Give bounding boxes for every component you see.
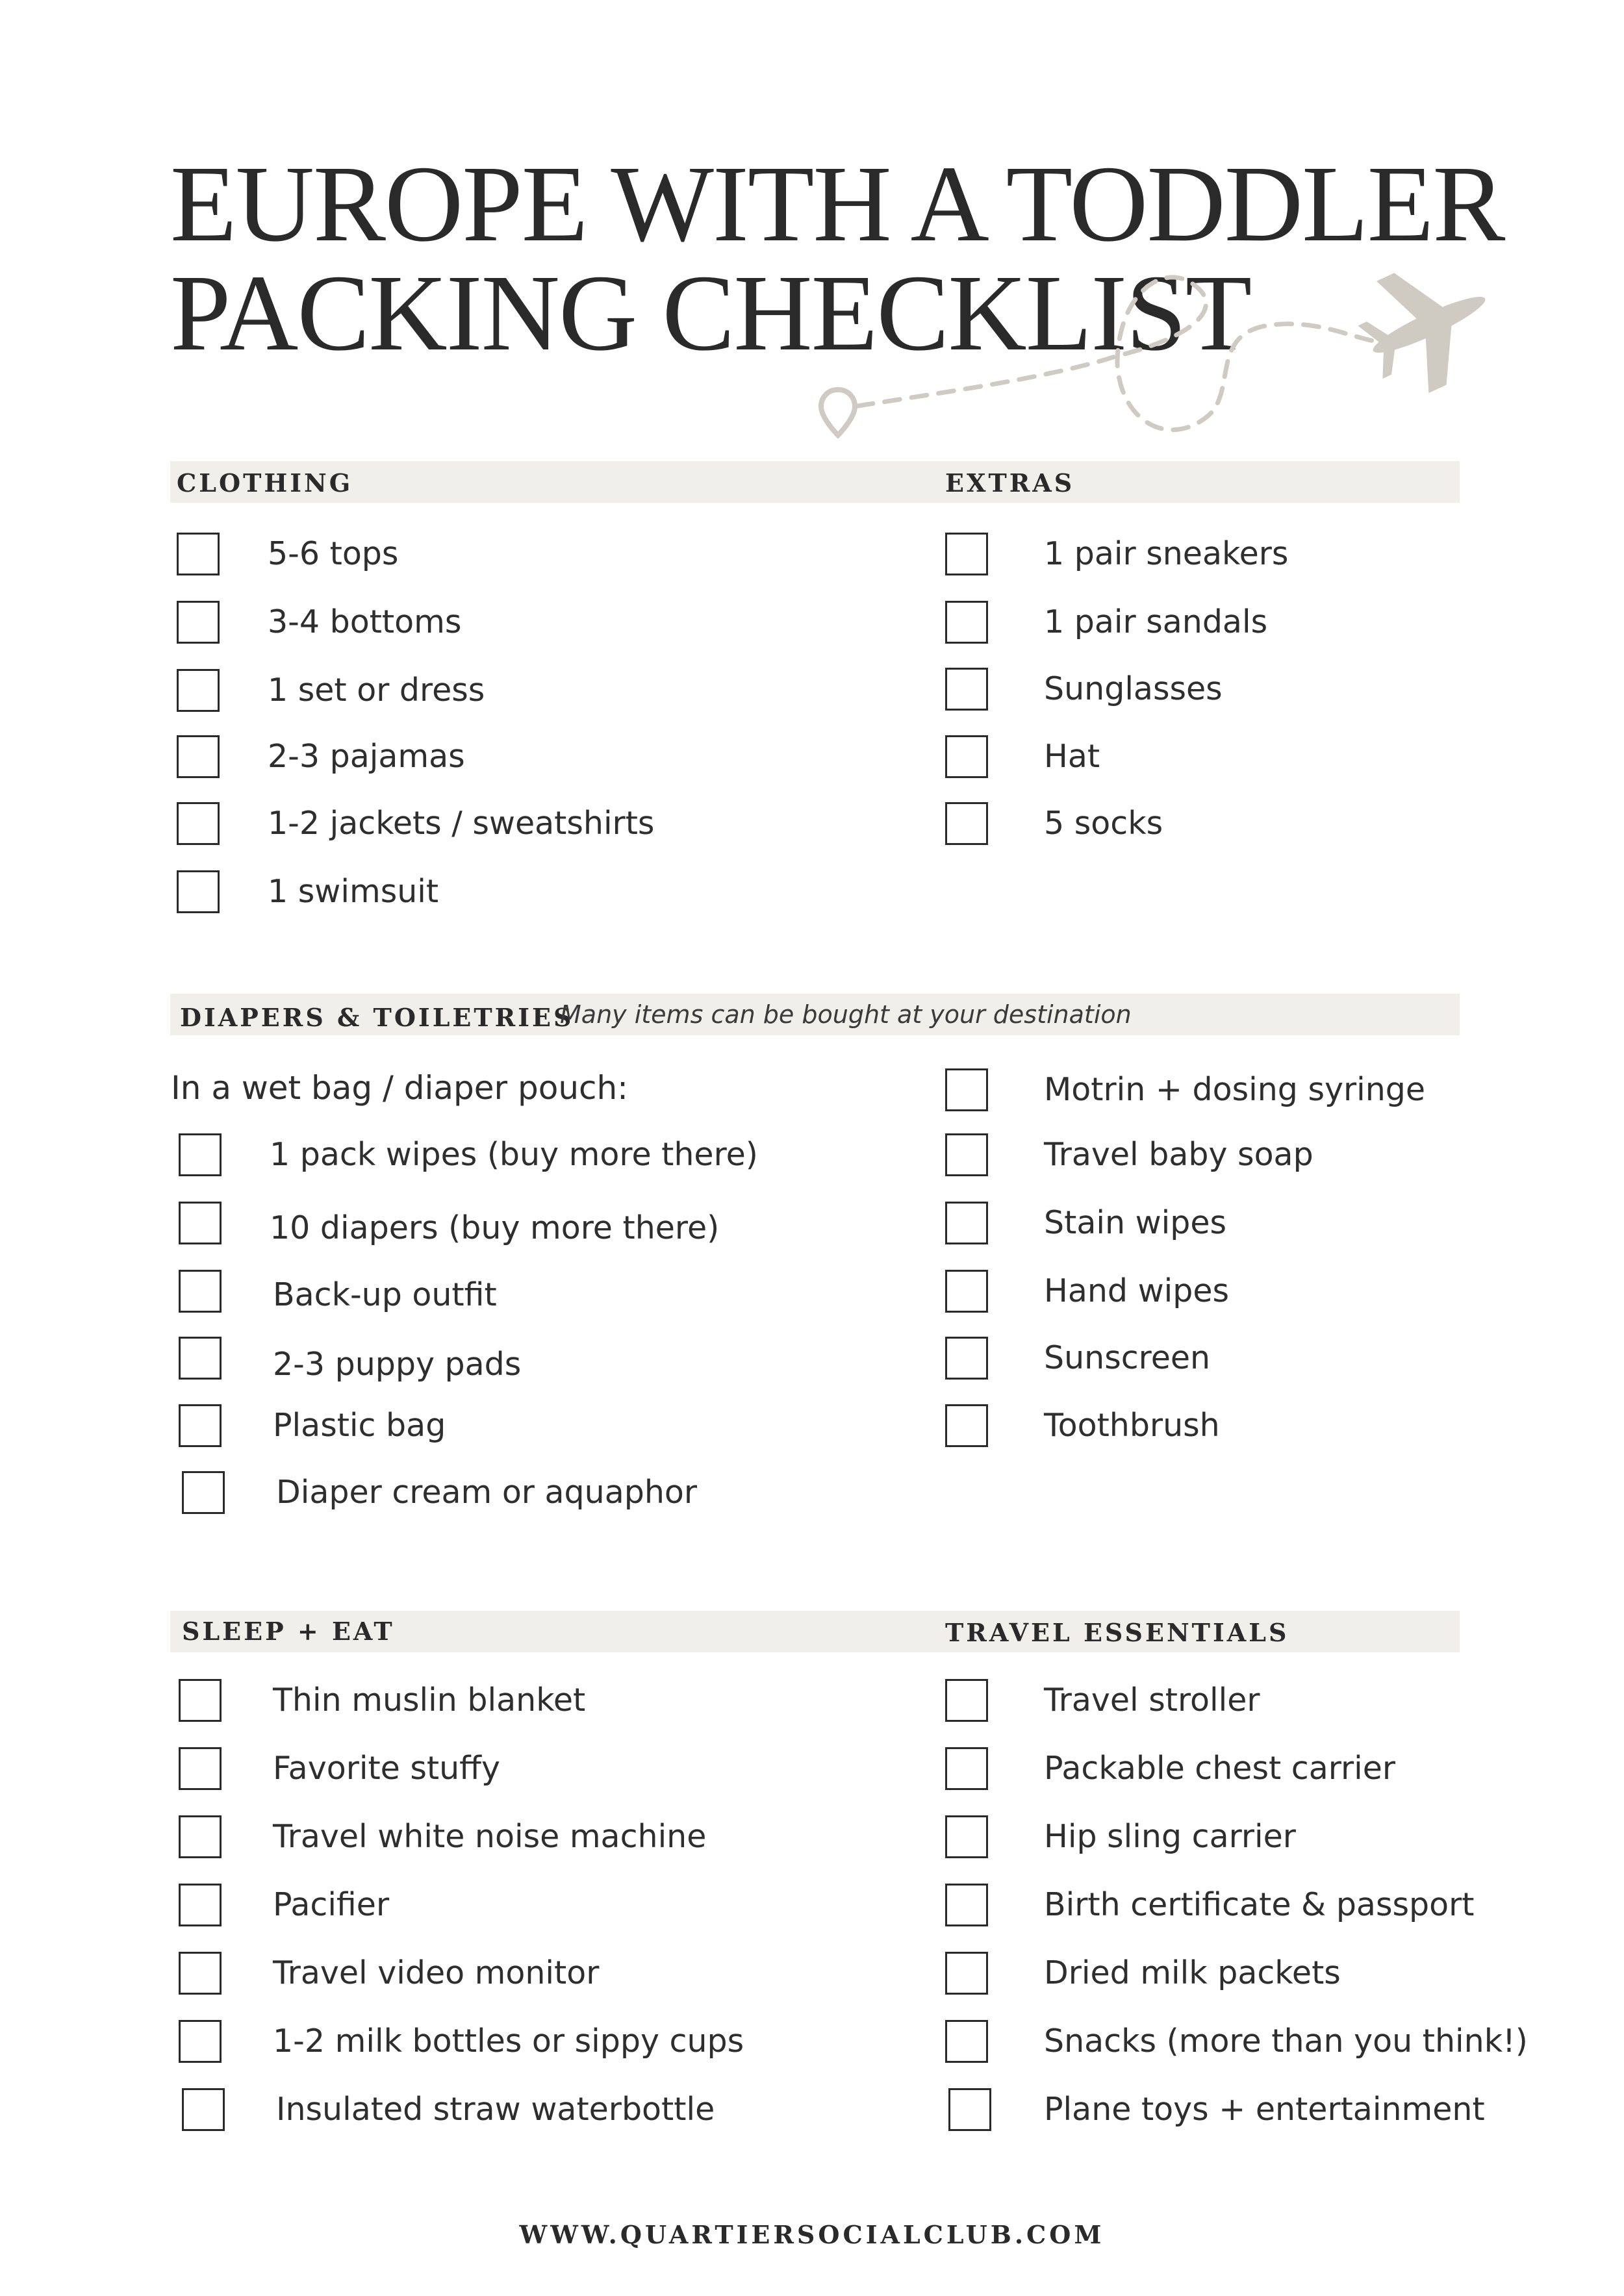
checkbox[interactable] <box>945 1133 988 1176</box>
section-heading-extras: EXTRAS <box>945 468 1075 498</box>
checkbox[interactable] <box>945 533 988 575</box>
checkbox[interactable] <box>948 2088 991 2131</box>
checklist-item[interactable] <box>177 735 826 782</box>
checklist-item[interactable] <box>179 1202 828 1248</box>
checkbox[interactable] <box>182 1471 225 1514</box>
checklist-item[interactable] <box>179 1952 828 1999</box>
checklist-item[interactable] <box>179 1404 828 1451</box>
item-label: Hand wipes <box>1044 1272 1230 1309</box>
checklist-item[interactable] <box>945 601 1595 648</box>
item-label: Snacks (more than you think!) <box>1044 2023 1528 2060</box>
checklist-item[interactable] <box>945 1747 1595 1794</box>
checkbox[interactable] <box>945 1747 988 1790</box>
checkbox[interactable] <box>179 1404 222 1447</box>
item-label: 1-2 milk bottles or sippy cups <box>273 2023 744 2060</box>
checkbox[interactable] <box>945 1815 988 1858</box>
checkbox[interactable] <box>945 668 988 711</box>
item-label: 1 pair sneakers <box>1044 535 1289 572</box>
checkbox[interactable] <box>179 1815 222 1858</box>
checklist-item[interactable] <box>945 1068 1595 1115</box>
checklist-item[interactable] <box>179 1815 828 1862</box>
item-label: Sunscreen <box>1044 1339 1211 1376</box>
item-label: 2-3 pajamas <box>268 738 465 775</box>
checklist-item[interactable] <box>945 1679 1595 1726</box>
checkbox[interactable] <box>179 1679 222 1722</box>
checkbox[interactable] <box>945 802 988 845</box>
item-label: Travel baby soap <box>1044 1136 1313 1173</box>
checkbox[interactable] <box>179 1202 222 1244</box>
item-label: Back-up outfit <box>273 1276 497 1313</box>
item-label: Stain wipes <box>1044 1204 1227 1241</box>
checklist-item[interactable] <box>945 1337 1595 1383</box>
checkbox[interactable] <box>179 1952 222 1995</box>
section-heading-sleep-eat: SLEEP + EAT <box>182 1617 395 1646</box>
title-line-2: PACKING CHECKLIST <box>170 253 1251 373</box>
checklist-item[interactable] <box>177 669 826 716</box>
item-label: 10 diapers (buy more there) <box>270 1209 720 1246</box>
checkbox[interactable] <box>945 1270 988 1313</box>
section-heading-diapers: DIAPERS & TOILETRIES <box>180 1003 574 1032</box>
checkbox[interactable] <box>179 1133 222 1176</box>
checklist-item[interactable] <box>945 1404 1595 1451</box>
checklist-item[interactable] <box>179 1270 828 1317</box>
checklist-item[interactable] <box>177 870 826 917</box>
checklist-item[interactable] <box>177 802 826 849</box>
section-heading-travel-essentials: TRAVEL ESSENTIALS <box>945 1618 1289 1647</box>
item-label: Diaper cream or aquaphor <box>276 1474 698 1511</box>
checkbox[interactable] <box>177 533 220 575</box>
checkbox[interactable] <box>945 1202 988 1244</box>
checkbox[interactable] <box>945 601 988 644</box>
checkbox[interactable] <box>945 735 988 778</box>
checklist-item[interactable] <box>945 533 1595 579</box>
item-label: 5-6 tops <box>268 535 399 572</box>
checkbox[interactable] <box>179 1747 222 1790</box>
item-label: Insulated straw waterbottle <box>276 2091 715 2128</box>
item-label: 5 socks <box>1044 805 1163 842</box>
checkbox[interactable] <box>945 2020 988 2063</box>
item-label: Hat <box>1044 738 1100 775</box>
checklist-item[interactable] <box>948 2088 1598 2135</box>
item-label: 1 set or dress <box>268 672 485 709</box>
item-label: 3-4 bottoms <box>268 603 462 640</box>
location-pin-icon <box>821 390 855 435</box>
checklist-item[interactable] <box>945 1270 1595 1317</box>
checkbox[interactable] <box>945 1952 988 1995</box>
item-label: Travel video monitor <box>273 1954 600 1991</box>
item-label: Dried milk packets <box>1044 1954 1341 1991</box>
checkbox[interactable] <box>945 1679 988 1722</box>
item-label: Travel white noise machine <box>273 1818 707 1855</box>
checkbox[interactable] <box>179 1270 222 1313</box>
item-label: 2-3 puppy pads <box>273 1346 522 1383</box>
checklist-item[interactable] <box>945 735 1595 782</box>
item-label: 1 pair sandals <box>1044 603 1268 640</box>
checkbox[interactable] <box>945 1068 988 1111</box>
item-label: 1 pack wipes (buy more there) <box>270 1136 758 1173</box>
checklist-item[interactable] <box>945 1133 1595 1180</box>
item-label: Favorite stuffy <box>273 1750 500 1787</box>
checklist-item[interactable] <box>945 802 1595 849</box>
checkbox[interactable] <box>177 870 220 913</box>
item-label: Toothbrush <box>1044 1407 1220 1444</box>
checklist-item[interactable] <box>179 1884 828 1930</box>
checklist-item[interactable] <box>182 1471 831 1518</box>
section-heading-clothing: CLOTHING <box>177 468 353 498</box>
item-label: Packable chest carrier <box>1044 1750 1396 1787</box>
airplane-icon <box>1344 243 1511 409</box>
checkbox[interactable] <box>177 735 220 778</box>
checklist-item[interactable] <box>945 668 1595 714</box>
diapers-intro: In a wet bag / diaper pouch: <box>171 1069 629 1107</box>
checklist-item[interactable] <box>179 1337 828 1383</box>
checkbox[interactable] <box>182 2088 225 2131</box>
item-label: Plane toys + entertainment <box>1044 2091 1485 2128</box>
checkbox[interactable] <box>177 802 220 845</box>
item-label: 1 swimsuit <box>268 873 439 910</box>
checkbox[interactable] <box>945 1337 988 1380</box>
section-band-clothing-extras <box>170 461 1460 503</box>
item-label: 1-2 jackets / sweatshirts <box>268 805 655 842</box>
item-label: Plastic bag <box>273 1407 446 1444</box>
checklist-item[interactable] <box>945 1815 1595 1862</box>
item-label: Hip sling carrier <box>1044 1818 1296 1855</box>
checkbox[interactable] <box>179 1337 222 1380</box>
item-label: Travel stroller <box>1044 1682 1260 1719</box>
checkbox[interactable] <box>179 2020 222 2063</box>
checkbox[interactable] <box>945 1404 988 1447</box>
checklist-item[interactable] <box>945 1952 1595 1999</box>
footer-website-link[interactable]: WWW.QUARTIERSOCIALCLUB.COM <box>519 2220 1105 2249</box>
item-label: Pacifier <box>273 1886 390 1923</box>
item-label: Thin muslin blanket <box>273 1682 586 1719</box>
checklist-item[interactable] <box>177 533 826 579</box>
checklist-item[interactable] <box>179 1133 828 1180</box>
checkbox[interactable] <box>177 601 220 644</box>
checklist-item[interactable] <box>945 2020 1595 2067</box>
checkbox[interactable] <box>179 1884 222 1926</box>
checklist-item[interactable] <box>179 1747 828 1794</box>
checklist-item[interactable] <box>945 1884 1595 1930</box>
flight-path-decoration <box>0 0 1624 520</box>
checklist-item[interactable] <box>945 1202 1595 1248</box>
checklist-item[interactable] <box>179 2020 828 2067</box>
checklist-item[interactable] <box>182 2088 831 2135</box>
diapers-note: Many items can be bought at your destination <box>560 1000 1132 1029</box>
item-label: Motrin + dosing syringe <box>1044 1071 1426 1108</box>
checklist-item[interactable] <box>179 1679 828 1726</box>
checkbox[interactable] <box>945 1884 988 1926</box>
dashed-flight-path <box>857 277 1403 430</box>
item-label: Sunglasses <box>1044 670 1223 707</box>
checkbox[interactable] <box>177 669 220 712</box>
checklist-item[interactable] <box>177 601 826 648</box>
item-label: Birth certificate & passport <box>1044 1886 1475 1923</box>
title-line-1: EUROPE WITH A TODDLER <box>170 144 1504 264</box>
